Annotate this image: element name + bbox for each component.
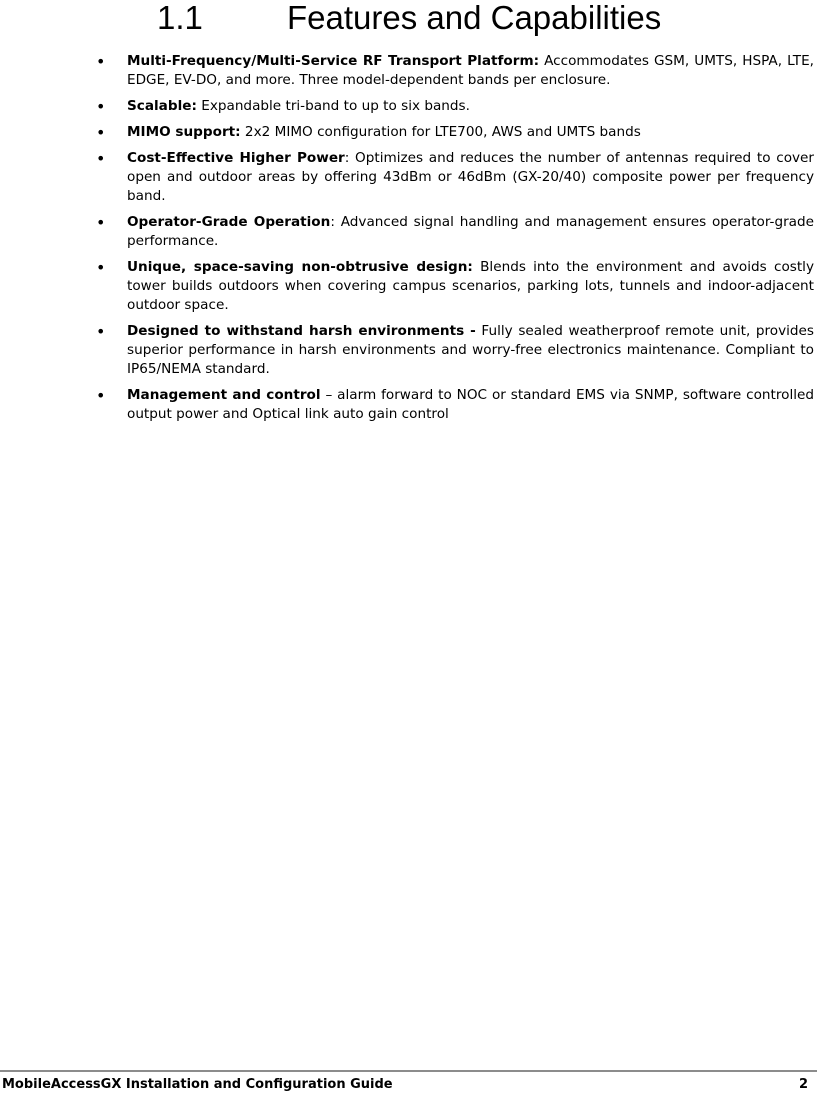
footer-page-number: 2: [798, 1077, 808, 1092]
list-item: [96, 213, 814, 251]
list-item: [96, 322, 814, 379]
feature-term: Cost-Effective Higher Power: [127, 150, 345, 166]
feature-term: Multi-Frequency/Multi-Service RF Transport Platform:: [127, 53, 540, 69]
feature-term: Scalable:: [127, 98, 197, 114]
feature-term: MIMO support:: [127, 124, 241, 140]
list-item: [96, 258, 814, 315]
bullet-icon: •: [96, 213, 106, 232]
footer-document-title: MobileAccessGX Installation and Configuration Guide: [2, 1077, 393, 1092]
section-heading: [0, 0, 817, 44]
list-item: [96, 149, 814, 206]
feature-term: Management and control: [127, 387, 321, 403]
feature-list: [96, 52, 814, 431]
feature-term: Operator-Grade Operation: [127, 214, 331, 230]
feature-description: 2x2 MIMO configuration for LTE700, AWS and UMTS bands: [240, 124, 641, 140]
bullet-icon: •: [96, 97, 106, 116]
feature-description: Fully sealed weatherproof remote unit, provides superior performance in harsh environments and worry-free electronics maintenance. Compliant to IP65/NEMA standard.: [127, 323, 814, 377]
list-item: [96, 97, 814, 116]
footer-divider: [0, 1070, 817, 1072]
feature-term: Unique, space-saving non-obtrusive design:: [127, 259, 473, 275]
bullet-icon: •: [96, 149, 106, 168]
feature-description: – alarm forward to NOC or standard EMS via SNMP, software controlled output power and Optical link auto gain control: [127, 387, 814, 422]
list-item: [96, 386, 814, 424]
list-item: [96, 52, 814, 90]
feature-description: Accommodates GSM, UMTS, HSPA, LTE, EDGE, EV-DO, and more. Three model-dependent bands per enclosure.: [127, 53, 814, 88]
section-title: Features and Capabilities: [287, 0, 662, 36]
bullet-icon: •: [96, 322, 106, 341]
bullet-icon: •: [96, 52, 106, 71]
feature-term: Designed to withstand harsh environments -: [127, 323, 476, 339]
section-number: 1.1: [157, 0, 203, 36]
bullet-icon: •: [96, 258, 106, 277]
feature-description: : Advanced signal handling and management ensures operator-grade performance.: [127, 214, 815, 249]
feature-description: Expandable tri-band to up to six bands.: [196, 98, 470, 114]
bullet-icon: •: [96, 123, 106, 142]
page-footer: [0, 1076, 817, 1094]
bullet-icon: •: [96, 386, 106, 405]
list-item: [96, 123, 814, 142]
feature-description: : Optimizes and reduces the number of antennas required to cover open and outdoor areas by offering 43dBm or 46dBm (GX-20/40) composite power per frequency band.: [127, 150, 815, 204]
feature-description: Blends into the environment and avoids costly tower builds outdoors when covering campus scenarios, parking lots, tunnels and indoor-adjacent outdoor space.: [127, 259, 814, 313]
